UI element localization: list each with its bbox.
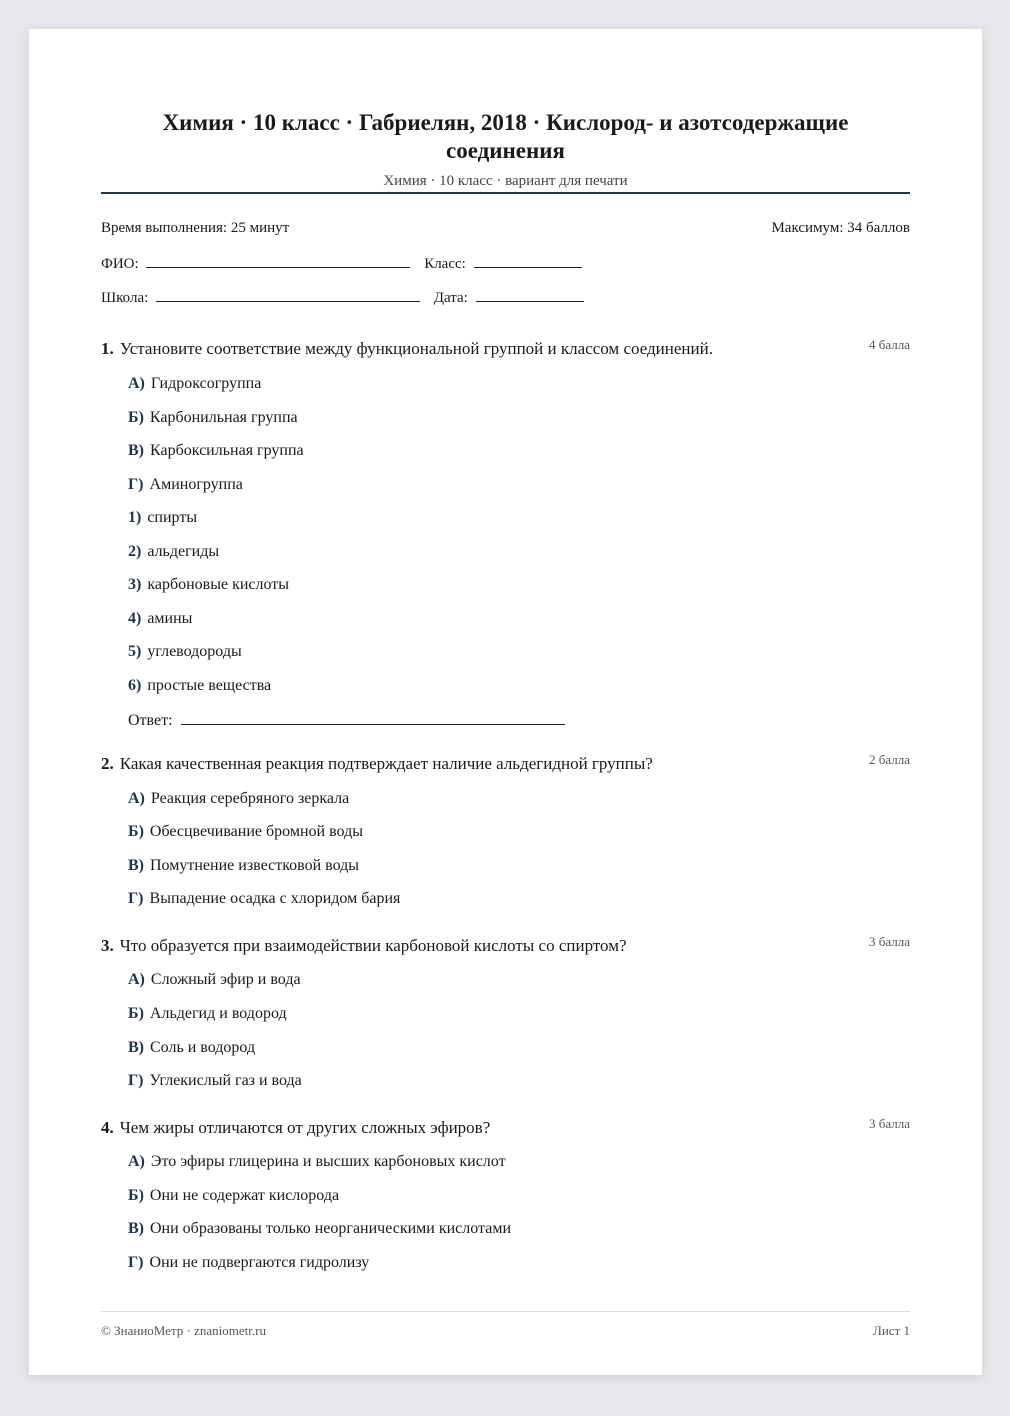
answer-row: [128, 710, 565, 730]
option-item: [128, 1152, 506, 1172]
answer-field[interactable]: [181, 710, 565, 725]
max-score: Максимум: 34 баллов: [771, 220, 910, 236]
option-item: [128, 889, 400, 909]
class-label: Класс:: [424, 256, 466, 272]
question-header: [101, 1117, 910, 1139]
option-item: [128, 1038, 255, 1058]
question-number: 4.: [101, 1118, 114, 1137]
footer-copyright: © ЗнаниоМетр · znaniometr.ru: [101, 1323, 266, 1338]
option-text: углеводороды: [147, 643, 242, 660]
time-limit: Время выполнения: 25 минут: [101, 220, 290, 236]
header-divider: [101, 192, 910, 194]
fio-label: ФИО:: [101, 256, 139, 272]
question-text: Установите соответствие между функциональной группой и классом соединений.: [119, 339, 713, 358]
option-item: [128, 676, 271, 696]
option-item: [128, 856, 359, 876]
meta-row-fio: [101, 253, 910, 273]
option-item: [128, 1253, 369, 1273]
option-letter: 5): [128, 643, 142, 660]
question-3: [101, 934, 910, 1089]
option-letter: В): [128, 1220, 144, 1237]
option-text: Они не содержат кислорода: [149, 1187, 340, 1204]
option-letter: 6): [128, 677, 142, 694]
fio-field[interactable]: [146, 253, 410, 268]
option-letter: Г): [128, 1254, 144, 1271]
option-text: Они не подвергаются гидролизу: [149, 1254, 370, 1271]
question-4: [101, 1116, 910, 1271]
option-letter: 2): [128, 543, 142, 560]
option-letter: Б): [128, 409, 144, 426]
question-text: Чем жиры отличаются от других сложных эфиров?: [119, 1118, 491, 1137]
option-item: [128, 970, 301, 990]
option-letter: А): [128, 790, 145, 807]
option-item: [128, 408, 298, 428]
option-text: карбоновые кислоты: [147, 576, 290, 593]
question-text: Что образуется при взаимодействии карбоновой кислоты со спиртом?: [119, 936, 627, 955]
option-letter: 3): [128, 576, 142, 593]
option-letter: А): [128, 1153, 145, 1170]
option-text: Сложный эфир и вода: [150, 971, 301, 988]
option-text: Углекислый газ и вода: [149, 1072, 302, 1089]
school-field[interactable]: [156, 287, 420, 302]
date-field[interactable]: [476, 287, 584, 302]
question-number: 2.: [101, 754, 114, 773]
option-item: [128, 374, 261, 394]
option-letter: Г): [128, 476, 144, 493]
answer-label: Ответ:: [128, 712, 173, 729]
option-letter: Г): [128, 890, 144, 907]
option-text: Это эфиры глицерина и высших карбоновых кислот: [150, 1153, 506, 1170]
option-text: Выпадение осадка с хлоридом бария: [149, 890, 401, 907]
page-title: Химия · 10 класс · Габриелян, 2018 · Кислород- и азотсодержащие соединения: [162, 110, 849, 163]
footer-divider: [101, 1311, 910, 1312]
option-letter: Б): [128, 823, 144, 840]
option-letter: В): [128, 1039, 144, 1056]
option-item: [128, 642, 242, 662]
option-letter: 4): [128, 610, 142, 627]
option-letter: В): [128, 442, 144, 459]
option-letter: А): [128, 971, 145, 988]
option-letter: В): [128, 857, 144, 874]
question-2: [101, 752, 910, 907]
option-letter: 1): [128, 509, 142, 526]
question-1: [101, 337, 910, 729]
option-text: альдегиды: [147, 543, 220, 560]
option-item: [128, 822, 363, 842]
question-header: [101, 935, 910, 957]
option-text: спирты: [147, 509, 198, 526]
question-number: 1.: [101, 339, 114, 358]
option-text: Соль и водород: [150, 1039, 256, 1056]
option-letter: А): [128, 375, 145, 392]
option-item: [128, 1071, 302, 1091]
option-text: Помутнение известковой воды: [150, 857, 360, 874]
question-header: [101, 338, 910, 360]
option-item: [128, 441, 304, 461]
option-letter: Г): [128, 1072, 144, 1089]
question-header: [101, 753, 910, 775]
date-label: Дата:: [433, 290, 468, 306]
question-points: 3 балла: [869, 1116, 910, 1131]
option-letter: Б): [128, 1187, 144, 1204]
option-item: [128, 609, 192, 629]
question-text: Какая качественная реакция подтверждает наличие альдегидной группы?: [119, 754, 653, 773]
option-text: простые вещества: [147, 677, 272, 694]
option-text: Карбонильная группа: [149, 409, 298, 426]
option-item: [128, 508, 197, 528]
question-points: 2 балла: [869, 752, 910, 767]
question-number: 3.: [101, 936, 114, 955]
option-text: Карбоксильная группа: [150, 442, 304, 459]
question-points: 4 балла: [869, 337, 910, 352]
option-item: [128, 475, 243, 495]
option-text: Обесцвечивание бромной воды: [149, 823, 363, 840]
option-text: Аминогруппа: [149, 476, 243, 493]
option-text: амины: [147, 610, 193, 627]
meta-row-school: [101, 287, 910, 307]
option-item: [128, 789, 349, 809]
option-text: Реакция серебряного зеркала: [150, 790, 350, 807]
option-text: Гидроксогруппа: [150, 375, 262, 392]
class-field[interactable]: [474, 253, 582, 268]
option-item: [128, 542, 219, 562]
option-item: [128, 1004, 287, 1024]
option-item: [128, 1219, 511, 1239]
option-text: Они образованы только неорганическими кислотами: [150, 1220, 512, 1237]
school-label: Школа:: [101, 290, 149, 306]
option-letter: Б): [128, 1005, 144, 1022]
option-text: Альдегид и водород: [149, 1005, 287, 1022]
option-item: [128, 1186, 339, 1206]
worksheet-header: [101, 109, 910, 190]
question-points: 3 балла: [869, 934, 910, 949]
worksheet-page: [29, 29, 982, 1375]
page-subtitle: Химия · 10 класс · вариант для печати: [383, 173, 628, 189]
footer-page-number: Лист 1: [873, 1323, 910, 1338]
option-item: [128, 575, 289, 595]
